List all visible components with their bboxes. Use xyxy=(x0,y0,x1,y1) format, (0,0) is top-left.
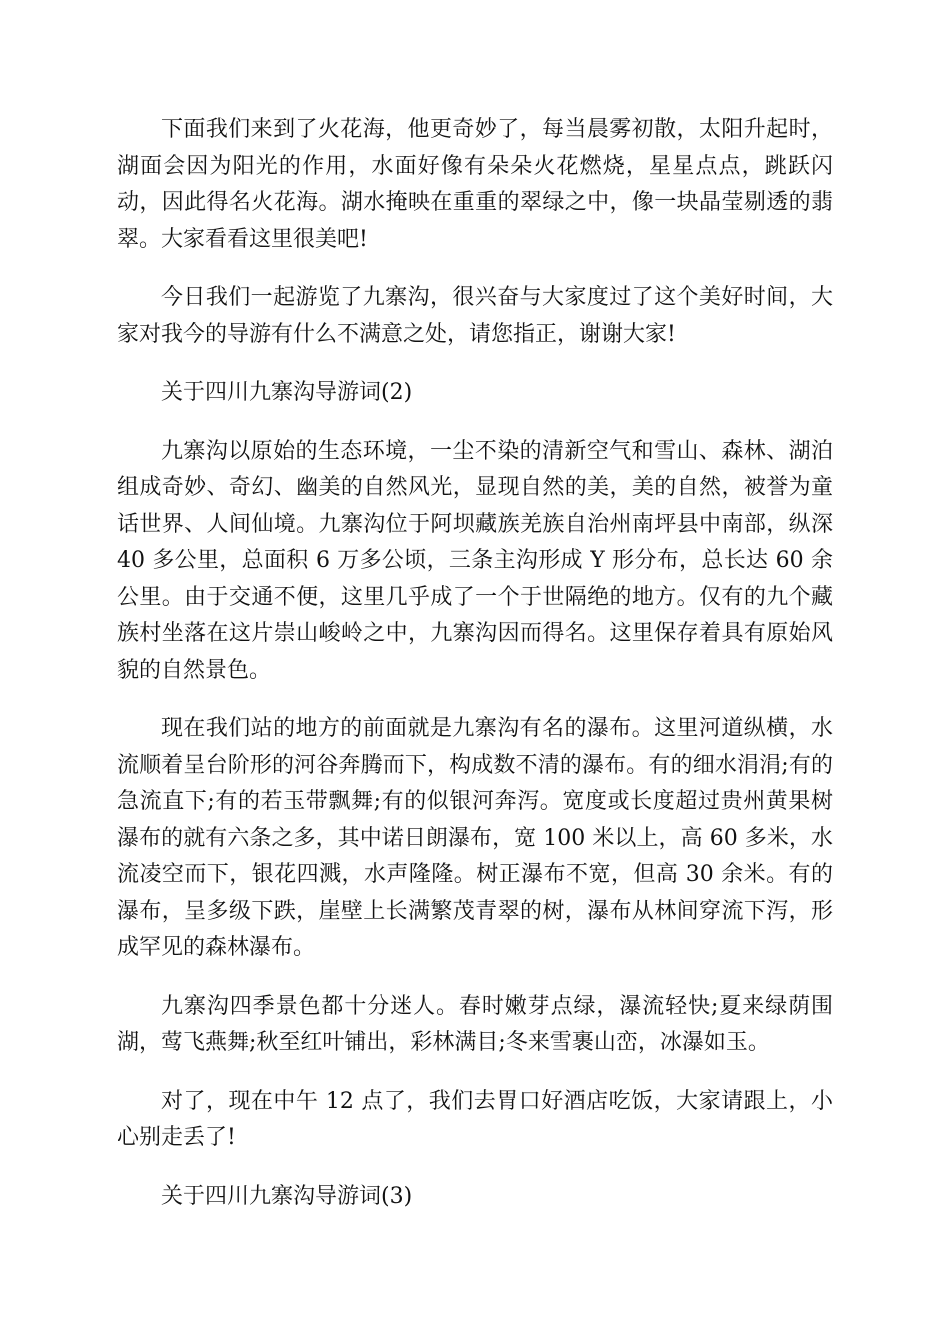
document-page xyxy=(117,112,833,1237)
paragraph-intro: 九寨沟以原始的生态环境，一尘不染的清新空气和雪山、森林、湖泊组成奇妙、奇幻、幽美的自然风光，显现自然的美，美的自然，被誉为童话世界、人间仙境。九寨沟位于阿坝藏族羌族自治州南坪县中南部，纵深 40 多公里，总面积 6 万多公顷，三条主沟形成 Y 形分布，总长达 60 余公里。由于交通不便，这里几乎成了一个于世隔绝的地方。仅有的九个藏族村坐落在这片崇山峻岭之中，九寨沟因而得名。这里保存着具有原始风貌的自然景色。 xyxy=(117,438,833,683)
paragraph-huohuahai: 下面我们来到了火花海，他更奇妙了，每当晨雾初散，太阳升起时，湖面会因为阳光的作用，水面好像有朵朵火花燃烧，星星点点，跳跃闪动，因此得名火花海。湖水掩映在重重的翠绿之中，像一块晶莹剔透的翡翠。大家看看这里很美吧! xyxy=(117,117,833,252)
paragraph-lunch: 对了，现在中午 12 点了，我们去胃口好酒店吃饭，大家请跟上，小心别走丢了! xyxy=(117,1088,833,1150)
paragraph-seasons: 九寨沟四季景色都十分迷人。春时嫩芽点绿，瀑流轻快;夏来绿荫围湖，莺飞燕舞;秋至红叶铺出，彩林满目;冬来雪裹山峦，冰瀑如玉。 xyxy=(117,993,833,1055)
paragraph-waterfalls: 现在我们站的地方的前面就是九寨沟有名的瀑布。这里河道纵横，水流顺着呈台阶形的河谷奔腾而下，构成数不清的瀑布。有的细水涓涓;有的急流直下;有的若玉带飘舞;有的似银河奔泻。宽度或长度超过贵州黄果树瀑布的就有六条之多，其中诺日朗瀑布，宽 100 米以上，高 60 多米，水流凌空而下，银花四溅，水声隆隆。树正瀑布不宽，但高 30 余米。有的瀑布，呈多级下跌，崖壁上长满繁茂青翠的树，瀑布从林间穿流下泻，形成罕见的森林瀑布。 xyxy=(117,716,833,960)
paragraph-farewell: 今日我们一起游览了九寨沟，很兴奋与大家度过了这个美好时间，大家对我今的导游有什么不满意之处，请您指正，谢谢大家! xyxy=(117,285,833,347)
section-heading-3: 关于四川九寨沟导游词(3) xyxy=(161,1183,413,1209)
section-heading-2: 关于四川九寨沟导游词(2) xyxy=(161,380,413,405)
